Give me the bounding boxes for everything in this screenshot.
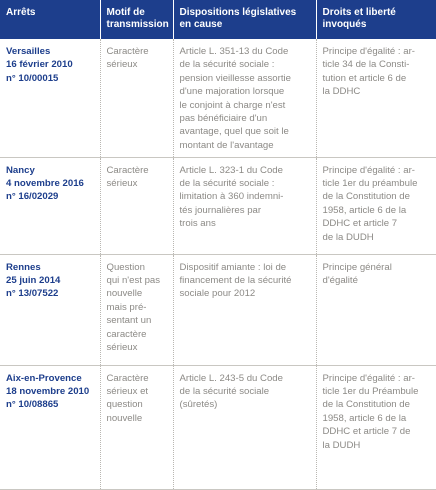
table-row [0,157,436,254]
cell-arret: Versailles 16 février 2010 n° 10/00015 [0,39,100,157]
header-motif: Motif de transmission [100,0,173,39]
cell-droits: Principe d'égalité : ar- ticle 1er du préambule de la Constitution de 1958, article 6 de la DDHC et article 7 de la DUDH [316,157,436,254]
header-row [0,0,436,39]
cell-arret: Nancy 4 novembre 2016 n° 16/02029 [0,157,100,254]
cell-arret: Rennes 25 juin 2014 n° 13/07522 [0,254,100,365]
header-droits: Droits et liberté invoqués [316,0,436,39]
cell-dispositions: Article L. 323-1 du Code de la sécurité sociale : limitation à 360 indemni- tés journalières par trois ans [173,157,316,254]
cell-dispositions: Article L. 243-5 du Code de la sécurité sociale (sûretés) [173,365,316,489]
cell-motif: Caractère sérieux et question nouvelle [100,365,173,489]
cell-droits: Principe d'égalité : ar- ticle 34 de la Consti- tution et article 6 de la DDHC [316,39,436,157]
cell-dispositions: Dispositif amiante : loi de financement de la sécurité sociale pour 2012 [173,254,316,365]
header-arrets: Arrêts [0,0,100,39]
cell-motif: Question qui n'est pas nouvelle mais pré- sentant un caractère sérieux [100,254,173,365]
cell-droits: Principe d'égalité : ar- ticle 1er du Préambule de la Constitution de 1958, article 6 de la DDHC et article 7 de la DUDH [316,365,436,489]
table-row [0,254,436,365]
table-row [0,39,436,157]
cell-droits: Principe général d'égalité [316,254,436,365]
table-row [0,365,436,489]
cell-motif: Caractère sérieux [100,157,173,254]
cell-arret: Aix-en-Provence 18 novembre 2010 n° 10/08865 [0,365,100,489]
cell-dispositions: Article L. 351-13 du Code de la sécurité sociale : pension vieillesse assortie d'une majoration lorsque le conjoint à charge n'est pas bénéficiaire d'un avantage, quel que soit le montant de l'avantage [173,39,316,157]
cell-motif: Caractère sérieux [100,39,173,157]
header-dispositions: Dispositions législatives en cause [173,0,316,39]
